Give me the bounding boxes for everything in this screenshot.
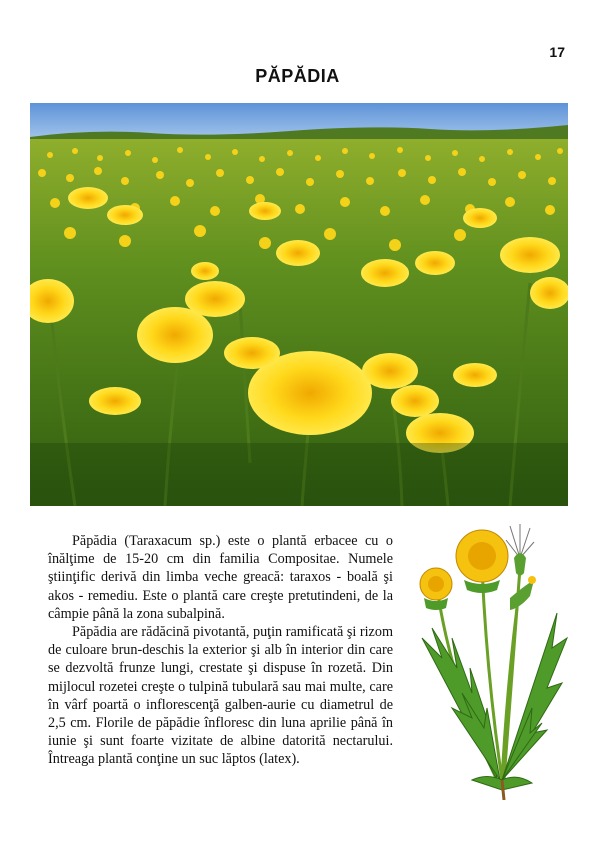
page-number: 17 bbox=[549, 44, 565, 60]
dandelion-field-photo bbox=[30, 103, 568, 506]
article-body bbox=[48, 532, 393, 769]
dandelion-illustration bbox=[402, 518, 574, 800]
paragraph-intro: Păpădia (Taraxacum sp.) este o plantă erbacee cu o înălţime de 15-20 cm din familia Compositae. Numele ştiinţific derivă din limba veche greacă: taraxos - boală şi akos - remediu. Este o plantă care creşte pretutindeni, de la câmpie până la zona subalpină. bbox=[48, 533, 393, 622]
paragraph-description: Păpădia are rădăcină pivotantă, puţin ramificată şi rizom de culoare brun-deschis la exterior şi alb în interior din care se dezvoltă frunze lungi, crestate şi dispuse în rozetă. Din mijlocul rozetei creşte o tulpină tubulară sau mai multe, care în vârf poartă o inflorescenţă galben-aurie cu diametrul de 2,5 cm. Florile de păpădie înfloresc din luna aprilie până în iunie şi sunt foarte vizitate de albine datorită nectarului. Întreaga plantă conţine un suc lăptos (latex). bbox=[48, 624, 393, 768]
page-title: PĂPĂDIA bbox=[255, 66, 340, 86]
